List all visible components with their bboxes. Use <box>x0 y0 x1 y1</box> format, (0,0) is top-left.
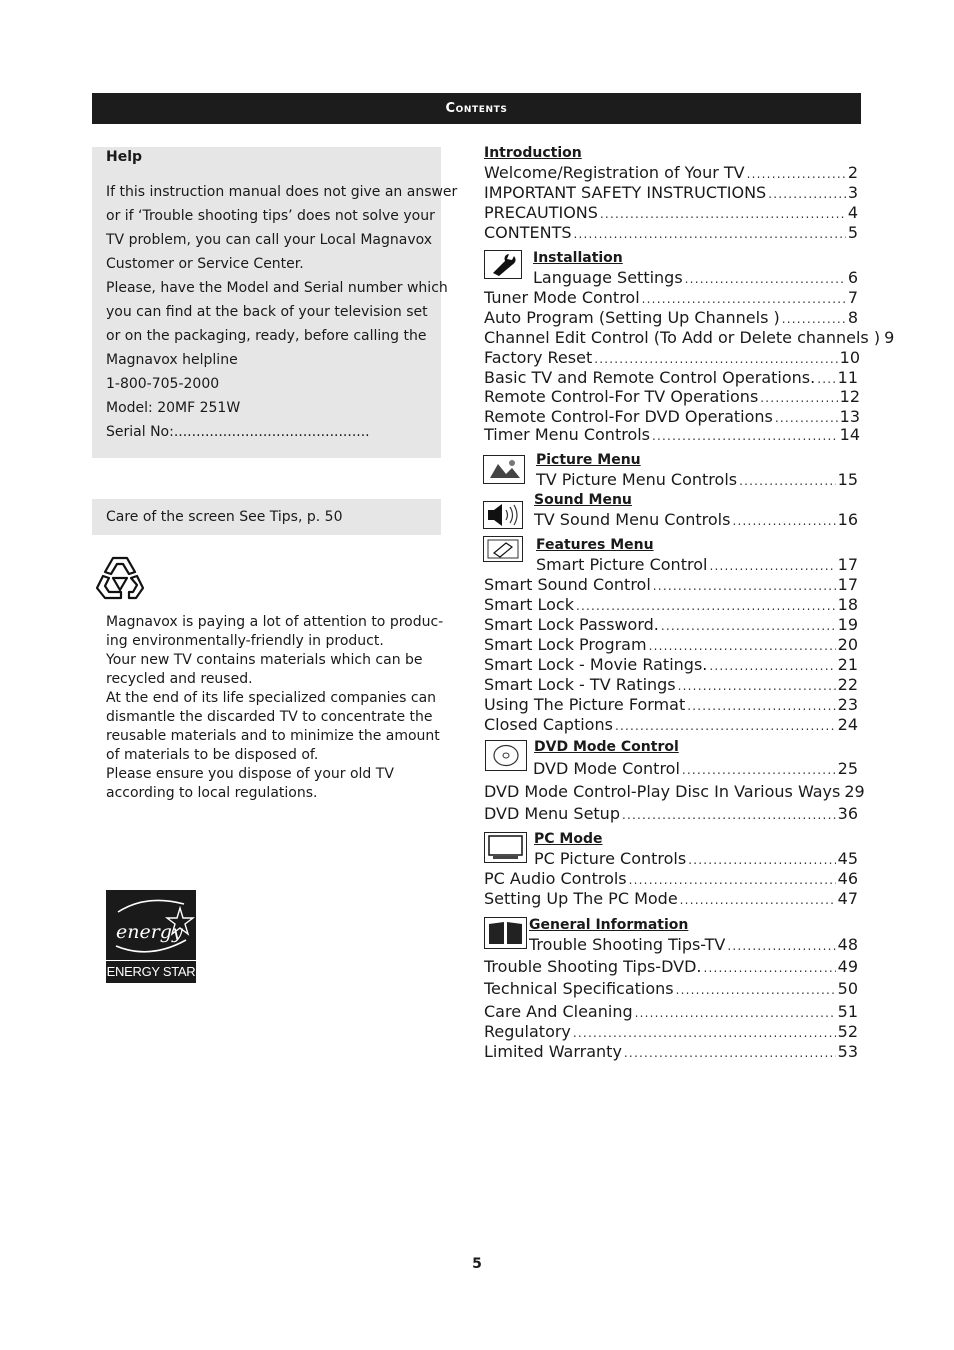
toc-entry-title: Remote Control-For TV Operations <box>484 387 759 406</box>
toc-entry-page: 22 <box>837 675 858 694</box>
toc-entry[interactable] <box>484 1042 858 1062</box>
toc-entry[interactable] <box>484 425 860 445</box>
help-line: Customer or Service Center. <box>106 256 304 272</box>
toc-entry-title: Smart Picture Control <box>536 555 708 574</box>
toc-entry-title: Using The Picture Format <box>484 695 686 714</box>
toc-entry-title: Welcome/Registration of Your TV <box>484 163 745 182</box>
toc-leader-dots <box>703 958 835 978</box>
help-line: or if ‘Trouble shooting tips’ does not solve your <box>106 208 435 224</box>
help-line: Please, have the Model and Serial number which <box>106 280 448 296</box>
toc-entry-title: Setting Up The PC Mode <box>484 889 678 908</box>
toc-entry-page: 15 <box>837 470 858 489</box>
toc-entry-title: PRECAUTIONS <box>484 203 598 222</box>
toc-leader-dots <box>732 511 835 531</box>
toc-entry[interactable] <box>484 595 858 615</box>
toc-entry-title: DVD Mode Control <box>533 759 680 778</box>
toc-entry[interactable] <box>533 759 858 779</box>
toc-leader-dots <box>653 576 836 596</box>
toc-entry-page: 20 <box>837 635 858 654</box>
toc-entry[interactable] <box>484 715 858 735</box>
help-line: Magnavox helpline <box>106 352 238 368</box>
environment-line: reusable materials and to minimize the amount <box>106 728 440 744</box>
environment-text <box>106 613 444 803</box>
toc-heading-pc-mode[interactable]: PC Mode <box>534 831 603 847</box>
environment-line: dismantle the discarded TV to concentrate the <box>106 709 433 725</box>
toc-entry-title: Smart Sound Control <box>484 575 651 594</box>
toc-entry-page: 6 <box>847 268 858 287</box>
toc-entry[interactable] <box>536 555 858 575</box>
toc-leader-dots <box>661 616 836 636</box>
toc-entry-title: DVD Mode Control-Play Disc In Various Ways <box>484 782 841 801</box>
toc-leader-dots <box>688 850 835 870</box>
toc-entry-title: Limited Warranty <box>484 1042 622 1061</box>
toc-entry-title: IMPORTANT SAFETY INSTRUCTIONS <box>484 183 767 202</box>
environment-line: of materials to be disposed of. <box>106 747 319 763</box>
toc-entry-title: Timer Menu Controls <box>484 425 651 444</box>
toc-entry-page: 50 <box>837 979 858 998</box>
toc-entry-page: 53 <box>837 1042 858 1061</box>
environment-line: according to local regulations. <box>106 785 318 801</box>
toc-entry-page: 51 <box>837 1002 858 1021</box>
toc-leader-dots <box>782 309 846 329</box>
toc-entry[interactable] <box>484 889 858 909</box>
toc-entry[interactable] <box>484 288 858 308</box>
toc-leader-dots <box>629 870 836 890</box>
toc-entry-page: 21 <box>837 655 858 674</box>
toc-leader-dots <box>727 936 835 956</box>
toc-entry-title: Trouble Shooting Tips-TV <box>529 935 726 954</box>
toc-entry-title: Trouble Shooting Tips-DVD. <box>484 957 702 976</box>
toc-leader-dots <box>573 1023 836 1043</box>
toc-entry-title: Smart Lock - Movie Ratings. <box>484 655 708 674</box>
toc-leader-dots <box>747 164 846 184</box>
toc-leader-dots <box>652 426 838 446</box>
toc-entry-page: 23 <box>837 695 858 714</box>
toc-entry-page: 45 <box>837 849 858 868</box>
toc-leader-dots <box>615 716 836 736</box>
help-line: Model: 20MF 251W <box>106 400 241 416</box>
help-line: you can find at the back of your television set <box>106 304 428 320</box>
features-icon <box>483 536 523 562</box>
toc-entry-page: 10 <box>839 348 860 367</box>
toc-entry-title: Closed Captions <box>484 715 613 734</box>
toc-entry-title: Factory Reset <box>484 348 593 367</box>
speaker-icon <box>483 501 523 529</box>
toc-entry-title: TV Sound Menu Controls <box>534 510 731 529</box>
toc-entry-page: 8 <box>847 308 858 327</box>
toc-entry-title: DVD Menu Setup <box>484 804 620 823</box>
environment-line: Magnavox is paying a lot of attention to produc- <box>106 614 444 630</box>
help-text <box>106 180 458 444</box>
toc-leader-dots <box>678 676 836 696</box>
toc-entry-page: 3 <box>847 183 858 202</box>
toc-entry-page: 46 <box>837 869 858 888</box>
toc-entry[interactable] <box>484 979 858 999</box>
toc-entry-title: Smart Lock <box>484 595 574 614</box>
toc-leader-dots <box>709 656 835 676</box>
care-text: Care of the screen See Tips, p. 50 <box>106 509 343 525</box>
toc-entry[interactable] <box>484 804 858 824</box>
toc-heading-dvd-mode[interactable]: DVD Mode Control <box>534 739 679 755</box>
toc-entry[interactable] <box>484 223 858 243</box>
toc-entry-page: 16 <box>837 510 858 529</box>
toc-heading-sound-menu[interactable]: Sound Menu <box>534 492 632 508</box>
book-icon <box>484 917 527 949</box>
environment-line: ing environmentally-friendly in product. <box>106 633 384 649</box>
toc-leader-dots <box>687 696 835 716</box>
toc-entry-page: 49 <box>837 957 858 976</box>
toc-leader-dots <box>685 269 846 289</box>
toc-entry-title: Regulatory <box>484 1022 571 1041</box>
toc-leader-dots <box>817 369 835 389</box>
toc-entry-page: 17 <box>837 555 858 574</box>
help-title: Help <box>106 149 143 165</box>
toc-leader-dots <box>642 289 846 309</box>
toc-entry-page: 18 <box>837 595 858 614</box>
toc-entry[interactable] <box>536 470 858 490</box>
energy-logo-text: energy <box>116 921 183 943</box>
toc-entry-title: Tuner Mode Control <box>484 288 640 307</box>
toc-heading-general-information[interactable]: General Information <box>529 917 689 933</box>
toc-entry-page: 5 <box>847 223 858 242</box>
monitor-icon <box>484 832 527 863</box>
toc-entry-title: Language Settings <box>533 268 683 287</box>
toc-heading-features-menu[interactable]: Features Menu <box>536 537 654 553</box>
toc-entry[interactable] <box>484 203 858 223</box>
toc-entry-page: 7 <box>847 288 858 307</box>
toc-leader-dots <box>594 349 837 369</box>
energy-star-logo <box>106 890 196 983</box>
toc-leader-dots <box>600 204 846 224</box>
toc-entry-page: 19 <box>837 615 858 634</box>
toc-entry[interactable] <box>534 849 858 869</box>
help-line: TV problem, you can call your Local Magnavox <box>106 232 433 248</box>
environment-line: Your new TV contains materials which can be <box>106 652 423 668</box>
contents-title: Contents <box>445 101 508 116</box>
help-line: 1-800-705-2000 <box>106 376 220 392</box>
toc-entry-page: 29 <box>844 782 865 801</box>
toc-entry-title: PC Audio Controls <box>484 869 627 888</box>
toc-entry[interactable] <box>484 575 858 595</box>
toc-leader-dots <box>768 184 846 204</box>
toc-entry[interactable] <box>484 615 858 635</box>
toc-leader-dots <box>624 1043 836 1063</box>
toc-leader-dots <box>680 890 836 910</box>
help-line: If this instruction manual does not give an answer <box>106 184 458 200</box>
toc-entry-title: PC Picture Controls <box>534 849 687 868</box>
toc-leader-dots <box>760 388 837 408</box>
energy-star-label: ENERGY STAR <box>106 960 196 983</box>
toc-entry-page: 47 <box>837 889 858 908</box>
toc-entry[interactable] <box>484 407 860 427</box>
toc-entry[interactable] <box>484 1022 858 1042</box>
toc-entry-title: Smart Lock - TV Ratings <box>484 675 676 694</box>
toc-leader-dots <box>649 636 836 656</box>
energy-star-graphic <box>106 890 196 960</box>
toc-entry[interactable] <box>484 308 858 328</box>
toc-entry[interactable] <box>484 695 858 715</box>
toc-entry-title: Channel Edit Control (To Add or Delete channels ) <box>484 328 881 347</box>
toc-entry-page: 12 <box>839 387 860 406</box>
toc-entry[interactable] <box>484 957 858 977</box>
toc-entry-title: Auto Program (Setting Up Channels ) <box>484 308 780 327</box>
help-line: Serial No:............................................ <box>106 424 370 440</box>
toc-entry-title: CONTENTS <box>484 223 572 242</box>
toc-entry-title: Basic TV and Remote Control Operations. <box>484 368 816 387</box>
toc-leader-dots <box>576 596 836 616</box>
toc-entry[interactable] <box>484 1002 858 1022</box>
toc-entry-title: Smart Lock Password. <box>484 615 659 634</box>
toc-entry[interactable] <box>534 510 858 530</box>
toc-entry[interactable] <box>529 935 858 955</box>
help-line: or on the packaging, ready, before calling the <box>106 328 427 344</box>
toc-entry[interactable] <box>533 268 858 288</box>
toc-entry-page: 25 <box>837 759 858 778</box>
toc-entry-page: 2 <box>847 163 858 182</box>
picture-icon <box>483 455 525 484</box>
toc-entry-page: 24 <box>837 715 858 734</box>
toc-leader-dots <box>709 556 835 576</box>
recycle-icon <box>95 552 145 600</box>
contents-header <box>92 93 861 124</box>
environment-line: At the end of its life specialized companies can <box>106 690 437 706</box>
toc-entry-page: 48 <box>837 935 858 954</box>
toc-leader-dots <box>574 224 846 244</box>
toc-entry[interactable] <box>484 675 858 695</box>
toc-entry-page: 17 <box>837 575 858 594</box>
toc-heading-introduction[interactable]: Introduction <box>484 145 582 161</box>
toc-leader-dots <box>635 1003 836 1023</box>
disc-icon <box>485 740 527 771</box>
toc-entry[interactable] <box>484 782 865 802</box>
toc-entry-page: 36 <box>837 804 858 823</box>
care-box <box>92 499 441 535</box>
toc-entry-page: 11 <box>837 368 858 387</box>
toc-entry[interactable] <box>484 348 860 368</box>
environment-line: recycled and reused. <box>106 671 253 687</box>
toc-entry-page: 13 <box>839 407 860 426</box>
toc-entry-page: 9 <box>884 328 895 347</box>
toc-entry[interactable] <box>484 655 858 675</box>
toc-entry-page: 4 <box>847 203 858 222</box>
toc-leader-dots <box>622 805 836 825</box>
toc-entry-title: Smart Lock Program <box>484 635 647 654</box>
toc-entry-title: Remote Control-For DVD Operations <box>484 407 773 426</box>
toc-entry[interactable] <box>484 328 895 348</box>
toc-entry-title: Technical Specifications <box>484 979 674 998</box>
toc-heading-picture-menu[interactable]: Picture Menu <box>536 452 641 468</box>
toc-entry-page: 14 <box>839 425 860 444</box>
toc-entry-title: Care And Cleaning <box>484 1002 633 1021</box>
toc-leader-dots <box>676 980 836 1000</box>
environment-line: Please ensure you dispose of your old TV <box>106 766 394 782</box>
toc-entry[interactable] <box>484 368 858 388</box>
page-number: 5 <box>472 1256 482 1272</box>
toc-entry-title: TV Picture Menu Controls <box>536 470 738 489</box>
toc-entry[interactable] <box>484 387 860 407</box>
toc-leader-dots <box>739 471 836 491</box>
toc-entry[interactable] <box>484 163 858 183</box>
toc-heading-installation[interactable]: Installation <box>533 250 623 266</box>
toc-leader-dots <box>682 760 836 780</box>
wrench-icon <box>484 250 522 279</box>
toc-entry-page: 52 <box>837 1022 858 1041</box>
toc-entry[interactable] <box>484 183 858 203</box>
toc-entry[interactable] <box>484 869 858 889</box>
toc-entry[interactable] <box>484 635 858 655</box>
